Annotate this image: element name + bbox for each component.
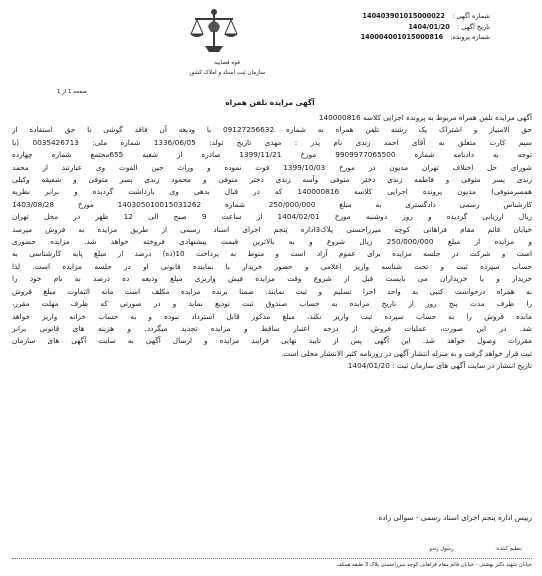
notice-line: مانده فروش را به حساب سپرده ثبت واریز نکند، مبلغ مذکور قابل استرداد نبوده و به حساب خزانه واریز خواهد xyxy=(12,311,532,321)
creator-name: رسول زندو xyxy=(429,546,454,552)
publication-date-line: تاریخ انتشار در سایت آگهی های سازمان ثبت : 1404/01/20 xyxy=(347,361,532,371)
notice-line: شورای حل اختلاف تهران مدیون در مورخ 1399/10/03 فوت نموده و وراث حین الفوت وی عبارتند از محمد xyxy=(12,162,532,172)
creator-row xyxy=(12,545,532,554)
ad-date-value: 1404/01/20 xyxy=(408,22,450,31)
notice-body xyxy=(12,112,532,373)
notice-line: زندی پسر متوفی و فاطمه زندی دختر متوفی وآسه زندی دختر متوفی و محمود زندی پسر متوفی و شفیقه وکیلی xyxy=(12,175,532,185)
judiciary-emblem-icon xyxy=(163,6,267,96)
creator-label: تنظیم کننده: xyxy=(495,546,522,552)
footer-address: خیابان شهید دکتر بهشتی - خیابان قائم مقام فراهانی کوچه میرزاحسنی پلاک 3 طبقه همکف xyxy=(336,562,532,568)
notice-line: ریال ارزیابی گردیده و روز دوشنبه مورخ 1404/02/01 از ساعت 9 صبح الی 12 ظهر در محل تهران xyxy=(12,212,532,222)
notice-line: حساب سپرده ثبت و تحت شناسه واریز اعلامی و حضور خریدار یا نماینده قانونی او در جلسه مزایده است. لذا xyxy=(12,261,532,271)
file-number-value: 140004001015000816 xyxy=(360,33,444,42)
ad-date-label: تاریخ آگهی : xyxy=(456,22,490,31)
footer-divider xyxy=(12,558,532,559)
ad-date-row xyxy=(268,22,490,33)
page-indicator: صفحه 1 از 1 xyxy=(57,89,87,95)
notice-line: حق الامتیاز و اشتراک یک رشته تلفن همراه به شماره 09127256632 با ودیعه آن فاقد گوشی با حق استفاده از xyxy=(12,125,532,135)
notice-title: آگهی مزایده تلفن همراه xyxy=(225,98,315,107)
file-number-row xyxy=(268,32,490,43)
signature-line: رییس اداره پنجم اجرای اسناد رسمی - سوالی زاده xyxy=(378,513,532,522)
scales-of-justice-icon xyxy=(163,6,267,96)
document-footer xyxy=(12,545,532,554)
org-line-judiciary: قوه قضاییه xyxy=(214,60,240,66)
notice-metadata xyxy=(268,11,490,43)
ad-number-value: 140403901015000022 xyxy=(362,12,445,20)
notice-line: سیم کارت متعلق به آقای احمد زندی نام پدر : مهدی تاریخ تولد: 1336/06/05 شماره ملی: 0035426713 (با xyxy=(12,137,532,147)
notice-line: را ظرف مدت پنج روز از تاریخ مزایده به حساب صندوق ثبت تودیع نماید و در صورتی که ظرف مهلت مقرر، xyxy=(12,299,532,309)
ad-number-row xyxy=(268,11,490,22)
notice-line: کارشناس رسمی دادگستری به مبلغ 250/000/000 شماره 140305010015031262 مورخ 1403/08/28 xyxy=(12,199,532,209)
notice-line: به همراه درخواست کتبی به واحد اجرا تسلیم و ثبت نمایند. ضمنا برنده مزایده مکلف است مابه التفاوت مبلغ فروش xyxy=(12,286,532,296)
notice-line: مقررات وصول خواهد شد. این آگهی پس از تایید نهایی فرایند مزایده و ارسال آگهی به سایت آگهی های سازمان xyxy=(12,336,532,346)
ad-number-label: شماره آگهی : xyxy=(452,12,490,20)
notice-line: آگهی مزایده تلفن همراه مربوط به پرونده اجرایی کلاسه 140000816 xyxy=(318,113,532,122)
footer-address-block xyxy=(12,561,532,570)
notice-line: ثبت قرار خواهد گرفت و به منزله انتشار آگهی در روزنامه کثیر الانتشار محلی است. xyxy=(280,348,532,358)
file-number-label: شماره پرونده: xyxy=(450,33,490,42)
notice-line: خریدار و یا خریداران می بایست قبل از شروع وقت مزایده فیش واریزی مبلغ ودیعه ده درصد به نام خود را xyxy=(12,274,532,284)
org-line-registration-org: سازمان ثبت اسناد و املاک کشور xyxy=(188,70,266,76)
notice-line: توجه به دادنامه شماره 9909977065500 مورخ 1399/11/21 صادره از شعبه 655مجتمع شماره چهارده xyxy=(12,150,532,160)
notice-line: است و شرکت در جلسه مزایده برای عموم آزاد است و منوط به پرداخت 10(ده) درصد از مبلغ پایه کارشناسی به xyxy=(12,249,532,259)
notice-line: خیابان قائم مقام فراهانی کوچه میرزاحسنی پلاک3اداره پنجم اجرای اسناد رسمی از طریق مزایده به فروش میرسد xyxy=(12,224,532,234)
notice-line: همسرمتوفی) مدیون پرونده اجرایی کلاسه 140000816 که در قبال بدهی وی بازداشت گردیده و برابر نظریه xyxy=(12,187,532,197)
notice-line: و مزایده از مبلغ 250/000/000 ریال شروع و به بالاترین قیمت پیشنهادی فروخته خواهد شد. مزایده حضوری xyxy=(12,237,532,247)
notice-line: شد. در این صورت، عملیات فروش از درجه اعتبار ساقط و مزایده تجدید میگردد. و هزینه های قانونی برابر xyxy=(12,323,532,333)
